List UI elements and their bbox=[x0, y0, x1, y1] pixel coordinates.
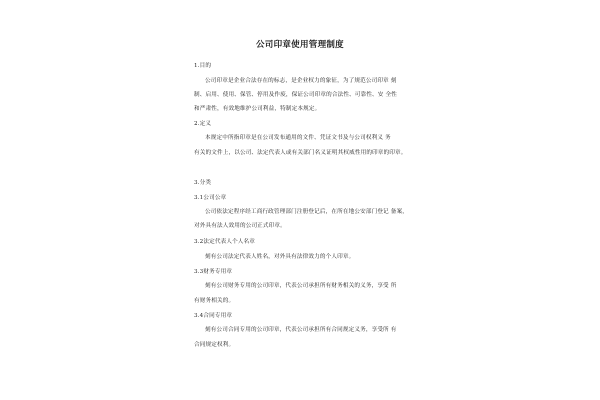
section-3-3-heading: 3.3财务专用章 bbox=[194, 269, 233, 275]
section-3-1-paragraph-line-1: 公司依法定程序经工商行政管理部门注册登记后，在所在地公安部门登记 备案， bbox=[205, 209, 408, 215]
section-1-paragraph-line-2: 制、启用、使用、保管、停用及作废，保证公司印章的合法性、可靠性、安 全性 bbox=[194, 92, 397, 98]
section-3-1-paragraph-line-2: 对外具有法人效用的公司正式印章。 bbox=[194, 223, 286, 229]
section-1-paragraph-line-1: 公司印章是企业合法存在的标志，是企业权力的象征，为了规范公司印章 刻 bbox=[205, 78, 397, 84]
section-3-heading: 3.分类 bbox=[194, 180, 212, 186]
section-3-3-paragraph-line-2: 有财务相关的。 bbox=[194, 298, 235, 304]
section-3-4-paragraph-line-1: 刻有公司合同专用的公司印章，代表公司承担所有合同规定义务，享受所 有 bbox=[205, 327, 397, 333]
section-2-paragraph-line-2: 有关的文件上，以公司、法定代表人或有关部门名义证明其权威性用的印章的印章。 bbox=[194, 150, 407, 156]
section-3-4-heading: 3.4合同专用章 bbox=[194, 313, 233, 319]
section-3-4-paragraph-line-2: 合同规定权利。 bbox=[194, 342, 235, 348]
section-3-3-paragraph-line-1: 刻有公司财务专用的公司印章，代表公司承担所有财务相关的义务，享受 所 bbox=[205, 283, 397, 289]
section-3-2-heading: 3.2法定代表人个人名章 bbox=[194, 239, 256, 245]
section-3-1-heading: 3.1公司公章 bbox=[194, 195, 227, 201]
section-1-heading: 1.目的 bbox=[194, 63, 212, 69]
document-title: 公司印章使用管理制度 bbox=[255, 40, 344, 50]
section-2-paragraph-line-1: 本规定中所指印章是在公司发布通用的文件、凭证文书及与公司权利义 务 bbox=[205, 135, 391, 141]
section-3-2-paragraph-line-1: 刻有公司法定代表人姓名，对外具有法律效力的个人印章。 bbox=[205, 254, 355, 260]
section-2-heading: 2.定义 bbox=[194, 121, 212, 127]
section-1-paragraph-line-3: 和严肃性，有效地维护公司利益，特制定本规定。 bbox=[194, 106, 321, 112]
